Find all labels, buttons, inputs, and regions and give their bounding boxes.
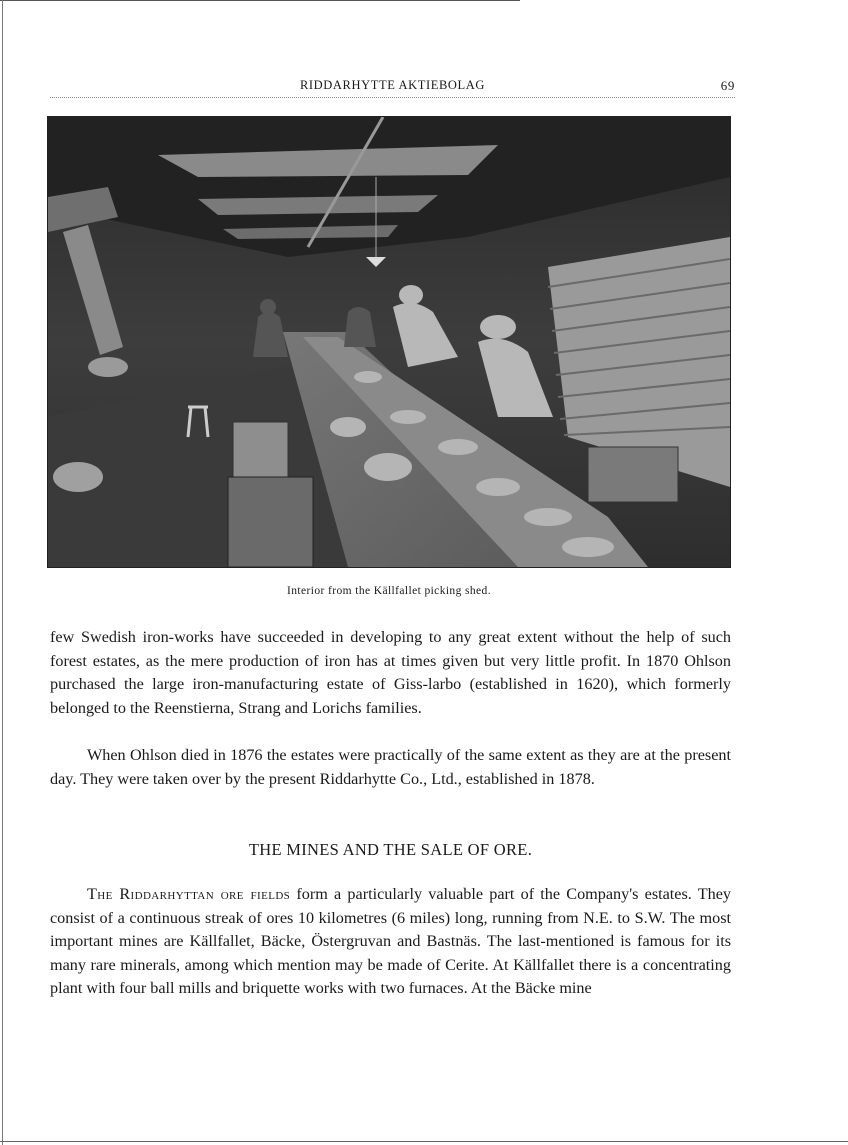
header-rule <box>50 97 735 98</box>
running-head <box>50 78 735 96</box>
lead-in-small-caps: The Riddarhyttan ore fields <box>87 885 291 903</box>
bottom-edge-rule <box>0 1141 848 1142</box>
paragraph-forest-estates: few Swedish iron-works have succeeded in developing to any great extent without the help of such forest estates, as the mere production of iron has at times given but very little profit. In 1870 Ohlson purchased the large iron-manufacturing estate of Giss-larbo (established in 1620), which formerly belonged to the Reenstierna, Strang and Lorichs families. <box>50 628 731 717</box>
page-number: 69 <box>720 78 735 93</box>
top-edge-rule <box>0 0 520 1</box>
left-edge-rule <box>2 0 3 1145</box>
running-title: RIDDARHYTTE AKTIEBOLAG <box>299 78 486 92</box>
paragraph-ore-fields <box>50 883 731 1001</box>
paragraph-ohlson-died: When Ohlson died in 1876 the estates were practically of the same extent as they are at the present day. They were taken over by the present Riddarhytte Co., Ltd., established in 1878. <box>50 746 731 788</box>
figure-caption: Interior from the Källfallet picking shed. <box>287 585 491 597</box>
paragraph-ore-fields-text: form a particularly valuable part of the Company's estates. They consist of a continuous streak of ores 10 kilometres (6 miles) long, running from N.E. to S.W. The most important mines are Källfallet, Bäcke, Östergruvan and Bastnäs. The last-mentioned is famous for its many rare minerals, among which mention may be made of Cerite. At Källfallet there is a concentrating plant with four ball mills and briquette works with two furnaces. At the Bäcke mine <box>50 885 731 997</box>
section-heading: THE MINES AND THE SALE OF ORE. <box>248 840 533 859</box>
picking-shed-photo <box>47 116 731 568</box>
